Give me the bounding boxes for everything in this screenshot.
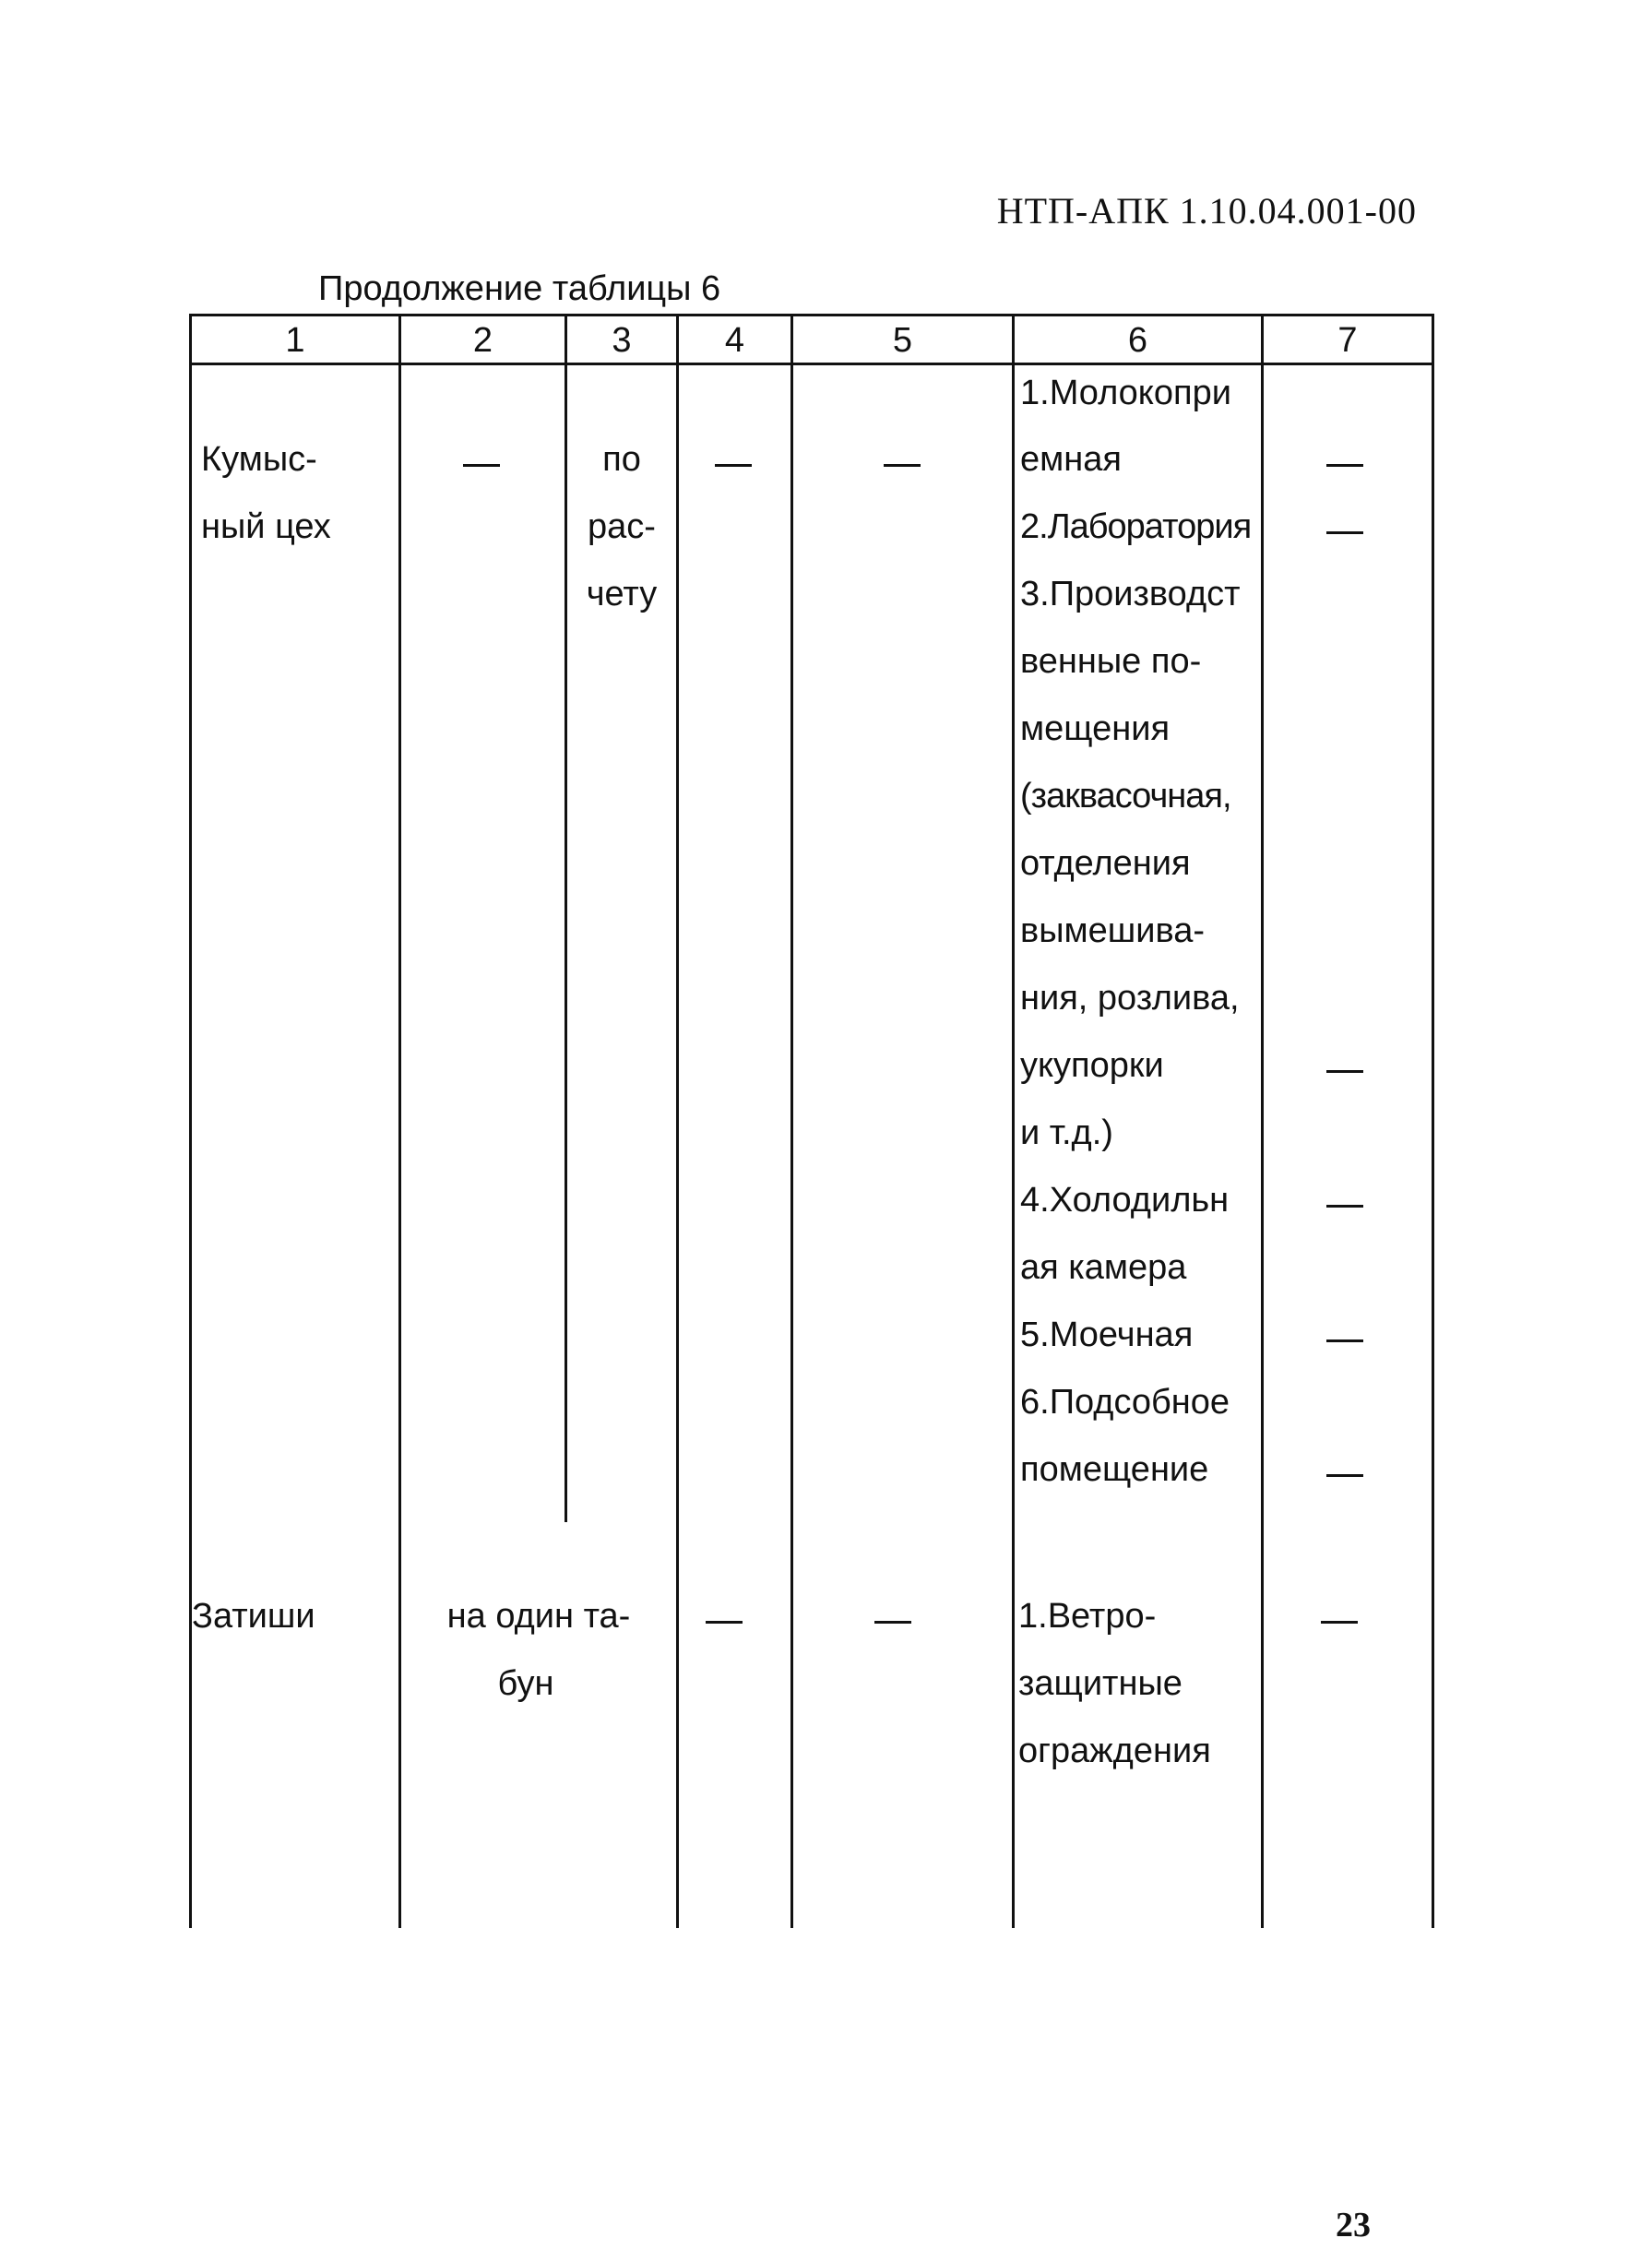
row1-col7-dash-2 <box>1326 531 1363 534</box>
column-header-3: 3 <box>612 321 632 360</box>
row1-col6-line7: (заквасочная, <box>1020 777 1231 816</box>
document-code: НТП-АПК 1.10.04.001-00 <box>996 190 1417 232</box>
table-caption: Продолжение таблицы 6 <box>318 269 721 308</box>
column-header-1: 1 <box>285 321 305 360</box>
row1-col3-line3: чету <box>586 575 658 613</box>
row1-col6-line1: 1.Молокопри <box>1020 374 1231 412</box>
row1-col6-line15: 5.Моечная <box>1020 1316 1194 1354</box>
table-right-border <box>1432 314 1434 1928</box>
row1-col6-line5: венные по- <box>1020 642 1202 681</box>
row1-col7-dash-6 <box>1326 1474 1363 1477</box>
row1-col2-dash <box>463 464 500 467</box>
row1-col1-line1: Кумыс- <box>201 440 317 479</box>
column-divider-3-4 <box>676 314 679 1928</box>
column-header-4: 4 <box>724 321 745 360</box>
row1-col6-line16: 6.Подсобное <box>1020 1383 1230 1422</box>
row1-col6-line12: и т.д.) <box>1020 1113 1113 1152</box>
row1-col1-line2: ный цех <box>201 507 331 546</box>
column-divider-6-7 <box>1261 314 1264 1928</box>
column-header-7: 7 <box>1337 321 1358 360</box>
row1-col6-line14: ая камера <box>1020 1248 1187 1287</box>
table-top-border <box>189 314 1434 316</box>
row1-col6-line4: 3.Производст <box>1020 575 1241 613</box>
row1-col6-line3: 2.Лаборатория <box>1020 507 1252 546</box>
row1-col7-dash-4 <box>1326 1205 1363 1208</box>
column-divider-5-6 <box>1012 314 1015 1928</box>
row1-col6-line8: отделения <box>1020 844 1191 883</box>
row1-col7-dash-5 <box>1326 1339 1363 1342</box>
row2-col4-dash <box>706 1621 743 1624</box>
row2-col1: Затиши <box>192 1597 315 1636</box>
column-divider-4-5 <box>790 314 793 1928</box>
column-header-6: 6 <box>1127 321 1148 360</box>
row2-col2-line1: на один та- <box>446 1597 631 1636</box>
table-header-border <box>189 363 1434 365</box>
row2-col6-line1: 1.Ветро- <box>1018 1597 1157 1636</box>
row1-col7-dash-1 <box>1326 464 1363 467</box>
row2-col6-line2: защитные <box>1018 1664 1183 1703</box>
table-left-border <box>189 314 192 1928</box>
row1-col6-line10: ния, розлива, <box>1020 979 1240 1018</box>
row1-col6-line17: помещение <box>1020 1450 1209 1489</box>
row1-col3-line2: рас- <box>588 507 656 546</box>
page-number: 23 <box>1336 2206 1371 2244</box>
row1-col6-line13: 4.Холодильн <box>1020 1181 1230 1220</box>
row1-col7-dash-3 <box>1326 1070 1363 1073</box>
row1-col6-line6: мещения <box>1020 709 1171 748</box>
column-header-2: 2 <box>472 321 493 360</box>
row2-col6-line3: ограждения <box>1018 1732 1211 1770</box>
row1-col6-line11: укупорки <box>1020 1046 1164 1085</box>
row1-col6-line9: вымешива- <box>1020 911 1206 950</box>
row1-col6-line2: емная <box>1020 440 1122 479</box>
row2-col7-dash <box>1321 1621 1358 1624</box>
column-header-5: 5 <box>892 321 913 360</box>
row2-col2-line2: бун <box>497 1664 554 1703</box>
row1-col5-dash <box>884 464 921 467</box>
row2-col5-dash <box>874 1621 911 1624</box>
row1-col3-line1: по <box>602 440 641 479</box>
row1-col4-dash <box>715 464 752 467</box>
